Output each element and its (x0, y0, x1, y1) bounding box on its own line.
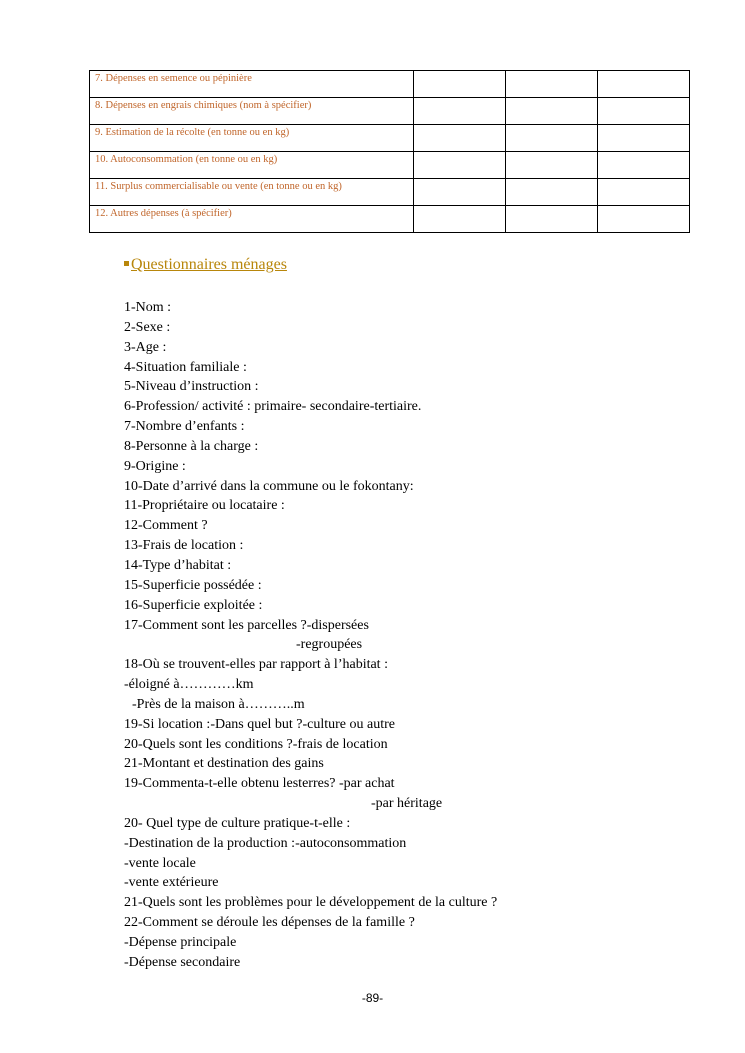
table-empty-cell (506, 125, 598, 152)
table-empty-cell (506, 98, 598, 125)
list-item: 21-Montant et destination des gains (124, 756, 324, 772)
table-row-label: 11. Surplus commercialisable ou vente (en tonne ou en kg) (90, 179, 414, 206)
section-title-text: Questionnaires ménages (131, 256, 287, 273)
table-empty-cell (506, 152, 598, 179)
list-item: 6-Profession/ activité : primaire- secondaire-tertiaire. (124, 399, 422, 415)
list-item: 21-Quels sont les problèmes pour le développement de la culture ? (124, 895, 498, 911)
table-empty-cell (414, 98, 506, 125)
list-item: 8-Personne à la charge : (124, 438, 259, 454)
list-item: -Dépense principale (124, 935, 237, 950)
section-title (124, 256, 287, 274)
table-empty-cell (414, 206, 506, 233)
list-item: 20- Quel type de culture pratique-t-elle : (124, 815, 351, 831)
list-item: 18-Où se trouvent-elles par rapport à l’habitat : (124, 657, 388, 673)
table-row-label: 12. Autres dépenses (à spécifier) (90, 206, 414, 233)
list-item: 11-Propriétaire ou locataire : (124, 498, 285, 514)
table-empty-cell (414, 71, 506, 98)
list-item: -regroupées (296, 637, 363, 653)
table-empty-cell (506, 71, 598, 98)
list-item: 1-Nom : (124, 300, 172, 315)
table-empty-cell (414, 125, 506, 152)
list-item: 13-Frais de location : (124, 538, 244, 554)
table-empty-cell (414, 179, 506, 206)
table-row (90, 206, 690, 233)
table-row-label: 7. Dépenses en semence ou pépinière (90, 71, 414, 98)
list-item: -par héritage (371, 796, 443, 812)
list-item: -Dépense secondaire (124, 954, 241, 970)
table-empty-cell (598, 206, 690, 233)
list-item: 2-Sexe : (124, 319, 171, 335)
table-empty-cell (598, 152, 690, 179)
list-item: 10-Date d’arrivé dans la commune ou le fokontany: (124, 478, 414, 494)
table-row-label: 10. Autoconsommation (en tonne ou en kg) (90, 152, 414, 179)
square-bullet-icon (124, 261, 129, 266)
table-row (90, 71, 690, 98)
list-item: 4-Situation familiale : (124, 359, 247, 375)
table-row (90, 179, 690, 206)
questionnaire-list (124, 298, 684, 973)
list-item: 14-Type d’habitat : (124, 557, 232, 573)
list-item: 5-Niveau d’instruction : (124, 379, 259, 395)
page-number: -89- (361, 991, 384, 1005)
list-item: 15-Superficie possédée : (124, 577, 262, 593)
list-item: 22-Comment se déroule les dépenses de la famille ? (124, 915, 415, 931)
table-row (90, 152, 690, 179)
list-item: 19-Si location :-Dans quel but ?-culture ou autre (124, 716, 395, 732)
list-item: -Près de la maison à………..m (132, 696, 305, 712)
list-item: 9-Origine : (124, 458, 186, 474)
list-item: 12-Comment ? (124, 518, 208, 534)
table-empty-cell (598, 179, 690, 206)
list-item: -éloigné à…………km (124, 677, 254, 693)
table-empty-cell (598, 71, 690, 98)
table-empty-cell (506, 179, 598, 206)
table-empty-cell (414, 152, 506, 179)
list-item: -vente extérieure (124, 875, 219, 891)
list-item: 3-Age : (124, 339, 167, 355)
list-item: 17-Comment sont les parcelles ?-dispersées (124, 617, 369, 633)
list-item: -Destination de la production :-autoconsommation (124, 835, 407, 851)
list-item: 7-Nombre d’enfants : (124, 419, 245, 435)
table-row-label: 9. Estimation de la récolte (en tonne ou en kg) (90, 125, 414, 152)
list-item: 20-Quels sont les conditions ?-frais de location (124, 736, 388, 752)
table-row (90, 98, 690, 125)
table-empty-cell (598, 125, 690, 152)
list-item: 16-Superficie exploitée : (124, 597, 263, 613)
table-row-label: 8. Dépenses en engrais chimiques (nom à spécifier) (90, 98, 414, 125)
table-empty-cell (598, 98, 690, 125)
table-row (90, 125, 690, 152)
list-item: 19-Commenta-t-elle obtenu lesterres? -par achat (124, 776, 395, 792)
list-item: -vente locale (124, 855, 196, 871)
table-empty-cell (506, 206, 598, 233)
expenses-table (89, 70, 690, 233)
